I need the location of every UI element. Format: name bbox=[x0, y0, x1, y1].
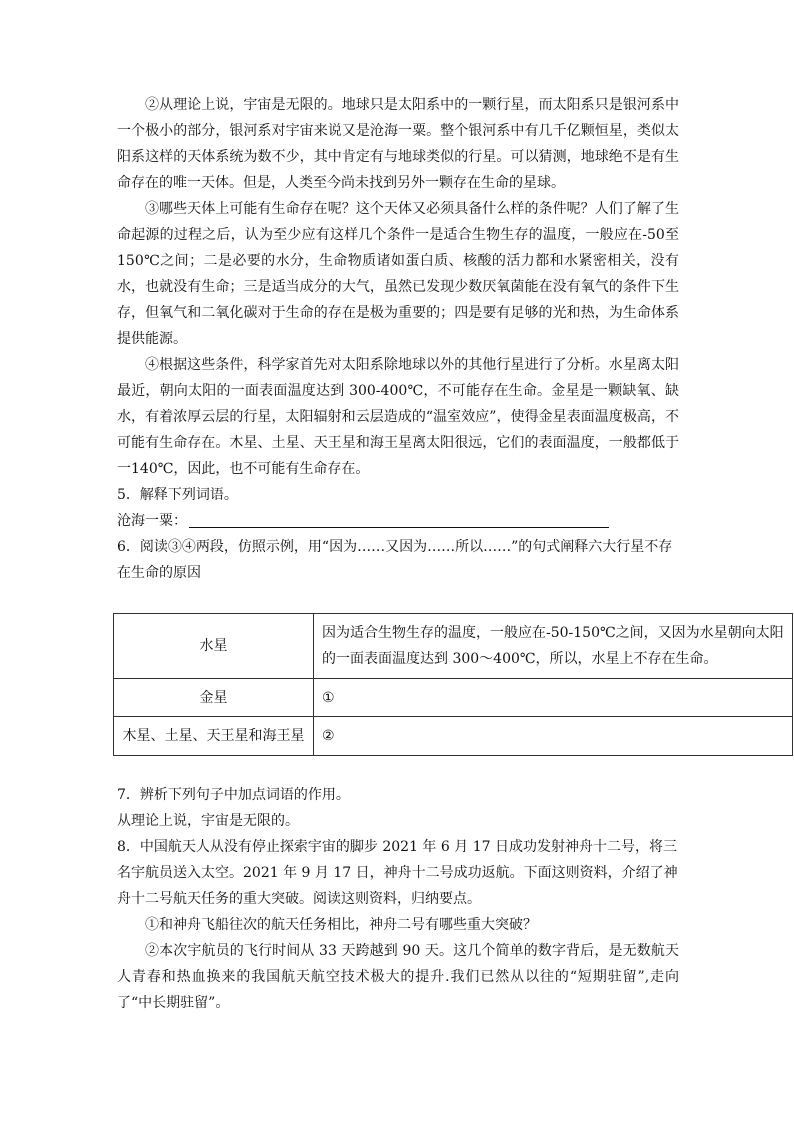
planet-cell-outer-planets: 木星、土星、天王星和海王星 bbox=[114, 717, 314, 756]
question-8-sub-1: ①和神舟飞船往次的航天任务相比，神舟二号有哪些重大突破？ bbox=[145, 917, 537, 933]
table-row bbox=[114, 614, 793, 679]
paragraph-2: ②从理论上说，宇宙是无限的。地球只是太阳系中的一颗行星，而太阳系只是银河系中一个极小的部分，银河系对宇宙来说又是沧海一粟。整个银河系中有几千亿颗恒星，类似太阳系这样的天体系统为数不少，其中肯定有与地球类似的行星。可以猜测，地球绝不是有生命存在的唯一天体。但是，人类至今尚未找到另外一颗存在生命的星球。 bbox=[117, 97, 679, 191]
question-7-sentence: 从理论上说，宇宙是无限的。 bbox=[117, 813, 299, 829]
planet-cell-mercury: 水星 bbox=[114, 614, 314, 679]
table-row bbox=[114, 717, 793, 756]
reading-passage bbox=[117, 92, 679, 586]
question-7-prompt: 7．辨析下列句子中加点词语的作用。 bbox=[117, 787, 350, 803]
answer-cell-mercury: 因为适合生物生存的温度，一般应在-50-150℃之间，又因为水星朝向太阳的一面表面温度达到 300～400℃，所以，水星上不存在生命。 bbox=[314, 614, 793, 679]
answer-blank-line[interactable] bbox=[189, 511, 609, 528]
planet-cell-venus: 金星 bbox=[114, 679, 314, 717]
question-8-sub-2: ②本次宇航员的飞行时间从 33 天跨越到 90 天。这几个简单的数字背后，是无数航天人青春和热血换来的我国航天航空技术极大的提升.我们已然从以往的“短期驻留”,走向了“中长期驻留”。 bbox=[117, 943, 679, 1011]
question-5-term: 沧海一粟： bbox=[117, 513, 187, 529]
question-5-prompt: 5．解释下列词语。 bbox=[117, 487, 238, 503]
paragraph-3: ③哪些天体上可能有生命存在呢？这个天体又必须具备什么样的条件呢？人们了解了生命起源的过程之后，认为至少应有这样几个条件一是适合生物生存的温度，一般应在-50至 150℃之间；二是必要的水分，生命物质诸如蛋白质、核酸的活力都和水紧密相关，没有水，也就没有生命；三是适当成分的大气，虽然已发现少数厌氧菌能在没有氧气的条件下生存，但氧气和二氧化碳对于生命的存在是极为重要的；四是要有足够的光和热，为生命体系提供能源。 bbox=[117, 201, 679, 347]
planet-reason-table bbox=[113, 613, 793, 756]
table-row bbox=[114, 679, 793, 717]
answer-cell-venus[interactable]: ① bbox=[314, 679, 793, 717]
question-6-prompt: 6．阅读③④两段，仿照示例，用“因为……又因为……所以……”的句式阐释六大行星不存在生命的原因 bbox=[117, 539, 673, 581]
answer-cell-outer-planets[interactable]: ② bbox=[314, 717, 793, 756]
remaining-questions bbox=[117, 782, 679, 1016]
paragraph-4: ④根据这些条件，科学家首先对太阳系除地球以外的其他行星进行了分析。水星离太阳最近，朝向太阳的一面表面温度达到 300-400℃，不可能存在生命。金星是一颗缺氧、缺水，有着浓厚云层的行星，太阳辐射和云层造成的“温室效应”，使得金星表面温度极高，不可能有生命存在。木星、土星、天王星和海王星离太阳很远，它们的表面温度，一般都低于一140℃，因此，也不可能有生命存在。 bbox=[117, 357, 679, 477]
question-5-term-row bbox=[117, 508, 679, 534]
question-8-prompt: 8．中国航天人从没有停止探索宇宙的脚步 2021 年 6 月 17 日成功发射神舟十二号，将三名宇航员送入太空。2021 年 9 月 17 日，神舟十二号成功返航。下面这则资料，介绍了神舟十二号航天任务的重大突破。阅读这则资料，归纳要点。 bbox=[117, 839, 678, 907]
